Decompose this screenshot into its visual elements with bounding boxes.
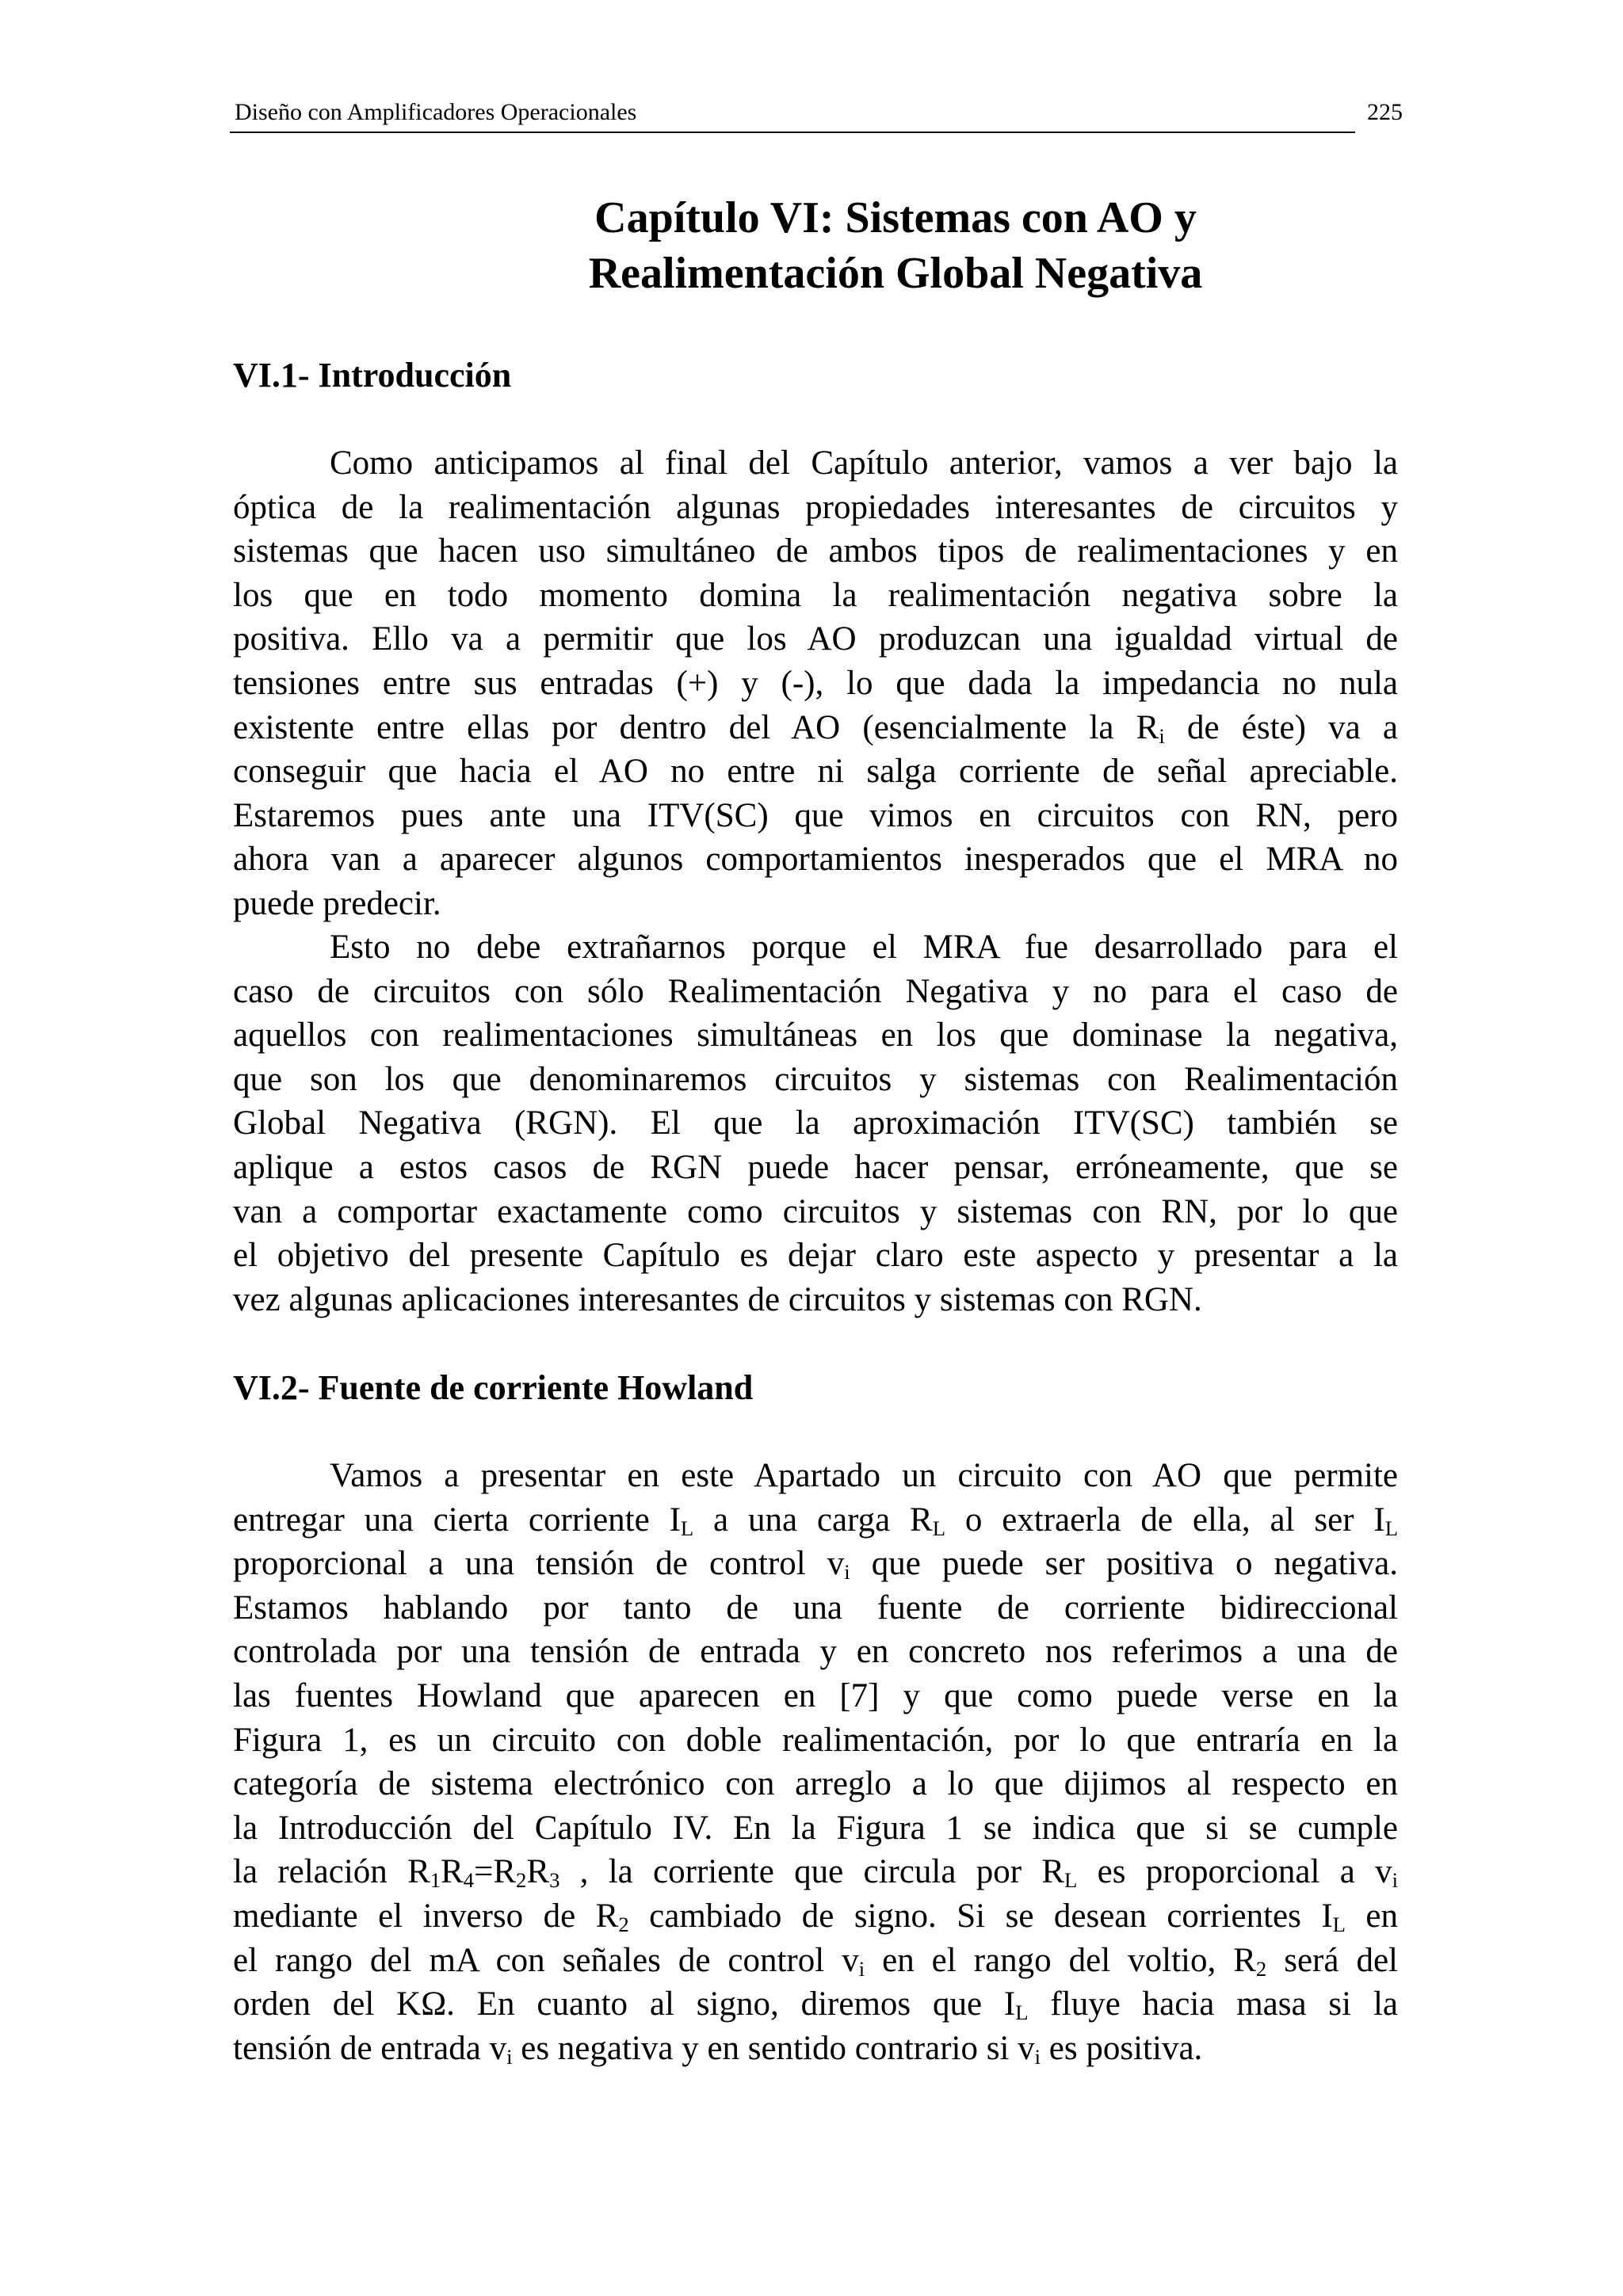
paragraph-howland-1: [233, 1454, 1398, 2070]
text-line: que son los que denominaremos circuitos y sistemas con Realimentación: [233, 1060, 1398, 1098]
subscript: L: [1332, 1912, 1346, 1936]
subscript: i: [844, 1560, 850, 1585]
paragraph-intro-1: [233, 441, 1398, 926]
text-line: positiva. Ello va a permitir que los AO produzcan una igualdad virtual de: [233, 620, 1398, 658]
subscript: L: [1064, 1868, 1078, 1893]
text-line: ahora van a aparecer algunos comportamientos inesperados que el MRA no: [233, 841, 1398, 879]
subscript: i: [506, 2044, 513, 2069]
subscript: L: [680, 1516, 694, 1540]
text-line: puede predecir.: [233, 884, 441, 922]
text-line: Global Negativa (RGN). El que la aproximación ITV(SC) también se: [233, 1104, 1398, 1142]
text-line: mediante el inverso de $R_2$ cambiado de signo. Si se desean corrientes $I_L$ en: [233, 1897, 1399, 1936]
text-line: Estamos hablando por tanto de una fuente de corriente bidireccional: [233, 1589, 1398, 1627]
subscript: i: [858, 1956, 865, 1981]
chapter-title-line-2: Realimentación Global Negativa: [588, 249, 1203, 298]
text-line: tensiones entre sus entradas (+) y (-), lo que dada la impedancia no nula: [233, 664, 1398, 702]
text-line: tensión de entrada $v_i$ es negativa y en sentido contrario si $v_i$ es positiva.: [233, 2029, 1203, 2069]
subscript: i: [1392, 1868, 1398, 1893]
text-line: el rango del mA con señales de control $v_i$ en el rango del voltio, $R_2$ será del: [233, 1941, 1398, 1981]
subscript: 1: [430, 1868, 441, 1893]
subscript: 2: [1255, 1956, 1267, 1981]
chapter-title: [396, 190, 1395, 301]
text-line: las fuentes Howland que aparecen en [7] y que como puede verse en la: [233, 1676, 1398, 1714]
subscript: 3: [549, 1868, 560, 1893]
running-header: [230, 93, 1403, 135]
subscript: 2: [618, 1912, 629, 1936]
text-line: la relación $R_1R_4=R_2R_3$ , la corriente que circula por $R_L$ es proporcional a $v_i$: [233, 1853, 1398, 1893]
text-line: los que en todo momento domina la realimentación negativa sobre la: [233, 576, 1398, 614]
page-number: 225: [1367, 99, 1403, 125]
subscript: L: [1384, 1516, 1398, 1540]
text-line: Esto no debe extrañarnos porque el MRA fue desarrollado para el: [330, 929, 1398, 966]
subscript: L: [932, 1516, 946, 1540]
header-rule: [230, 132, 1355, 133]
paragraph-intro-2: [233, 925, 1398, 1322]
text-line: proporcional a una tensión de control $v_i$ que puede ser positiva o negativa.: [233, 1545, 1398, 1585]
text-line: el objetivo del presente Capítulo es dejar claro este aspecto y presentar a la: [233, 1237, 1398, 1275]
subscript: 2: [516, 1868, 527, 1893]
text-line: caso de circuitos con sólo Realimentación Negativa y no para el caso de: [233, 972, 1398, 1010]
text-line: Estaremos pues ante una ITV(SC) que vimos en circuitos con RN, pero: [233, 796, 1398, 834]
text-line: óptica de la realimentación algunas propiedades interesantes de circuitos y: [233, 488, 1398, 526]
chapter-title-line-1: Capítulo VI: Sistemas con AO y: [594, 193, 1197, 242]
subscript: i: [1034, 2044, 1041, 2069]
subscript: i: [1159, 723, 1165, 748]
text-line: Como anticipamos al final del Capítulo anterior, vamos a ver bajo la: [330, 444, 1398, 482]
text-line: existente entre ellas por dentro del AO (esencialmente la $R_i$ de éste) va a: [233, 708, 1398, 748]
text-line: entregar una cierta corriente $I_L$ a una carga $R_L$ o extraerla de ella, al ser $I_L$: [233, 1501, 1398, 1540]
text-line: aquellos con realimentaciones simultáneas en los que dominase la negativa,: [233, 1016, 1398, 1055]
text-line: la Introducción del Capítulo IV. En la Figura 1 se indica que si se cumple: [233, 1809, 1398, 1847]
text-line: categoría de sistema electrónico con arreglo a lo que dijimos al respecto en: [233, 1765, 1398, 1803]
text-line: Figura 1, es un circuito con doble realimentación, por lo que entraría en la: [233, 1721, 1398, 1759]
text-line: van a comportar exactamente como circuitos y sistemas con RN, por lo que: [233, 1192, 1398, 1230]
section-heading-intro: VI.1- Introducción: [233, 356, 512, 395]
text-line: conseguir que hacia el AO no entre ni salga corriente de señal apreciable.: [233, 753, 1398, 791]
text-line: orden del KΩ. En cuanto al signo, diremos que $I_L$ fluye hacia masa si la: [233, 1985, 1399, 2024]
section-heading-howland: VI.2- Fuente de corriente Howland: [233, 1368, 754, 1407]
text-line: vez algunas aplicaciones interesantes de circuitos y sistemas con RGN.: [233, 1280, 1202, 1318]
subscript: L: [1015, 2000, 1029, 2024]
subscript: 4: [463, 1868, 475, 1893]
text-line: sistemas que hacen uso simultáneo de ambos tipos de realimentaciones y en: [233, 532, 1398, 570]
text-line: Vamos a presentar en este Apartado un circuito con AO que permite: [330, 1457, 1398, 1494]
header-title: Diseño con Amplificadores Operacionales: [235, 99, 637, 125]
text-line: controlada por una tensión de entrada y en concreto nos referimos a una de: [233, 1633, 1398, 1671]
text-line: aplique a estos casos de RGN puede hacer pensar, erróneamente, que se: [233, 1148, 1398, 1186]
